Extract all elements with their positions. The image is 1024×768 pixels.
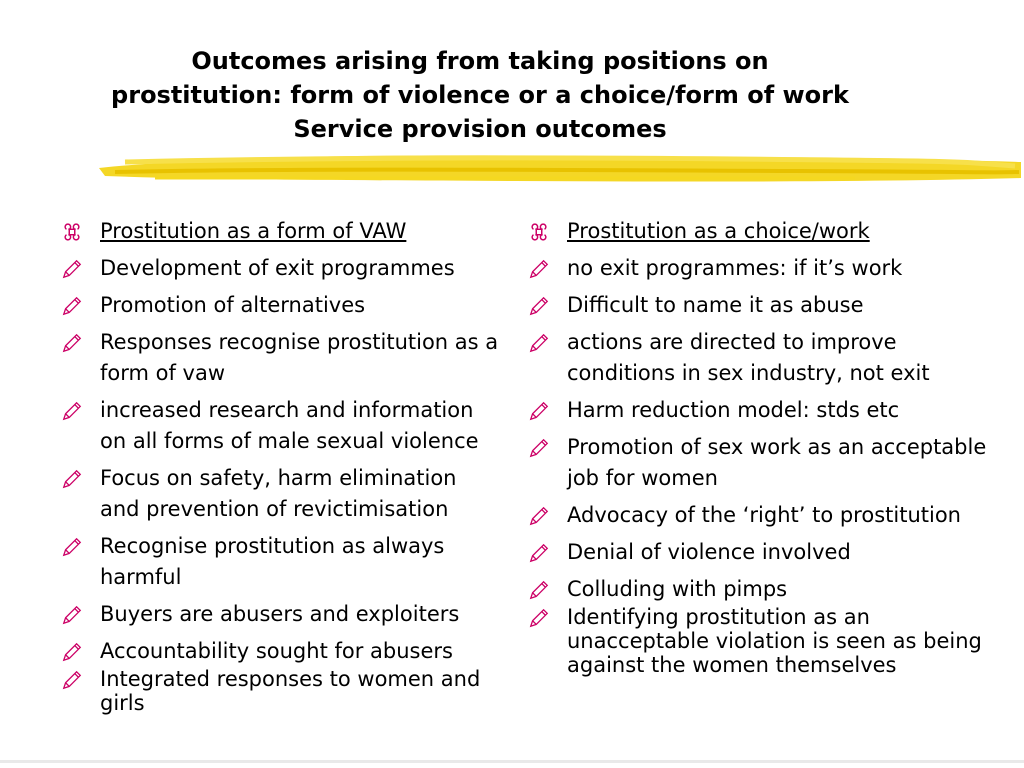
left-item-text: increased research and information on all forms of male sexual violence — [100, 398, 479, 453]
right-list-item — [527, 574, 987, 605]
left-item-text: Development of exit programmes — [100, 256, 455, 280]
left-item-text: Focus on safety, harm elimination and prevention of revictimisation — [100, 466, 457, 521]
left-list-item — [60, 290, 500, 321]
left-list-item — [60, 599, 500, 630]
slide-title — [30, 44, 930, 146]
pencil-icon — [60, 604, 84, 626]
right-heading-text: Prostitution as a choice/work — [567, 219, 870, 243]
left-list-item — [60, 327, 500, 389]
pencil-icon — [60, 332, 84, 354]
right-item-text: Denial of violence involved — [567, 540, 851, 564]
right-list-item — [527, 290, 987, 321]
pencil-icon — [60, 641, 84, 663]
right-column-list — [527, 216, 987, 677]
left-heading-text: Prostitution as a form of VAW — [100, 219, 407, 243]
bottom-divider — [0, 760, 1024, 763]
left-item-text: Recognise prostitution as always harmful — [100, 534, 445, 589]
left-list-item — [60, 531, 500, 593]
left-item-text: Integrated responses to women and girls — [100, 667, 481, 715]
left-list-item — [60, 253, 500, 284]
title-line-1: Outcomes arising from taking positions on — [191, 47, 769, 75]
title-line-2: prostitution: form of violence or a choice/form of work — [111, 81, 849, 109]
left-item-text: Promotion of alternatives — [100, 293, 366, 317]
left-list-item — [60, 463, 500, 525]
pencil-icon — [527, 607, 551, 629]
right-list-item — [527, 327, 987, 389]
left-item-text: Responses recognise prostitution as a form of vaw — [100, 330, 499, 385]
yellow-brush-stroke — [95, 148, 1024, 190]
pencil-icon — [527, 400, 551, 422]
right-list-item — [527, 537, 987, 568]
command-key-icon — [60, 221, 84, 243]
right-list-item — [527, 395, 987, 426]
right-column-heading — [527, 216, 987, 247]
left-item-text: Accountability sought for abusers — [100, 639, 453, 663]
right-item-text: Colluding with pimps — [567, 577, 788, 601]
pencil-icon — [527, 542, 551, 564]
left-list-item — [60, 636, 500, 667]
right-list-item — [527, 605, 987, 677]
pencil-icon — [527, 505, 551, 527]
command-key-icon — [527, 221, 551, 243]
left-item-text: Buyers are abusers and exploiters — [100, 602, 460, 626]
right-item-text: Difficult to name it as abuse — [567, 293, 864, 317]
right-item-text: Identifying prostitution as an unacceptable violation is seen as being against the women themselves — [567, 605, 982, 677]
left-list-item — [60, 667, 500, 715]
left-list-item — [60, 395, 500, 457]
title-line-3: Service provision outcomes — [293, 115, 667, 143]
pencil-icon — [527, 579, 551, 601]
left-column-heading — [60, 216, 500, 247]
right-item-text: Advocacy of the ‘right’ to prostitution — [567, 503, 961, 527]
pencil-icon — [60, 536, 84, 558]
pencil-icon — [60, 295, 84, 317]
pencil-icon — [60, 468, 84, 490]
pencil-icon — [527, 295, 551, 317]
right-item-text: Harm reduction model: stds etc — [567, 398, 900, 422]
left-column-list — [60, 216, 500, 715]
right-list-item — [527, 432, 987, 494]
right-item-text: actions are directed to improve conditions in sex industry, not exit — [567, 330, 930, 385]
right-list-item — [527, 253, 987, 284]
right-list-item — [527, 500, 987, 531]
pencil-icon — [60, 400, 84, 422]
right-item-text: no exit programmes: if it’s work — [567, 256, 903, 280]
pencil-icon — [527, 258, 551, 280]
pencil-icon — [60, 669, 84, 691]
right-item-text: Promotion of sex work as an acceptable job for women — [567, 435, 987, 490]
pencil-icon — [527, 332, 551, 354]
pencil-icon — [60, 258, 84, 280]
pencil-icon — [527, 437, 551, 459]
